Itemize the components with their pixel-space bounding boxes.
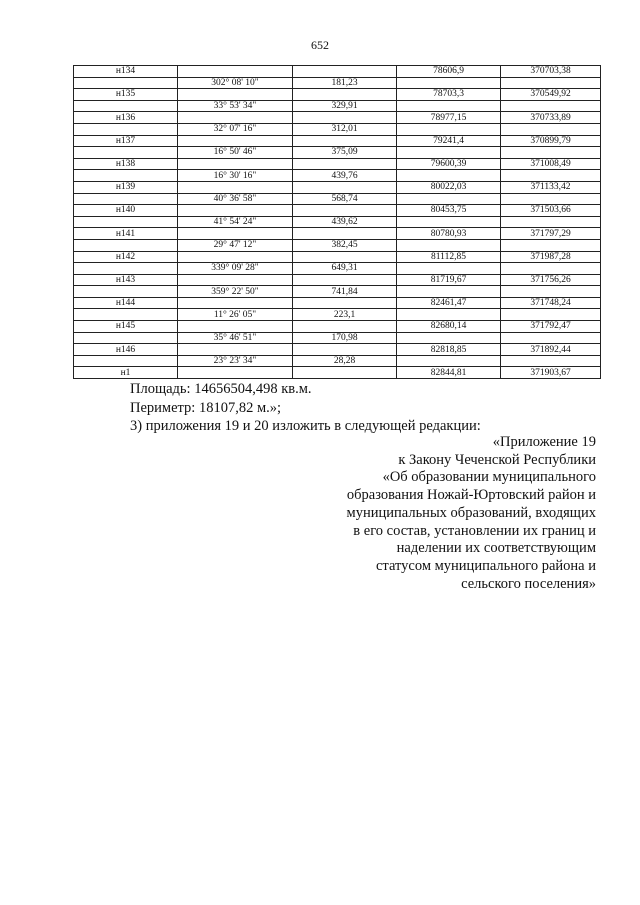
segment-row (74, 170, 601, 182)
angle-cell (178, 367, 293, 379)
distance-cell (293, 344, 397, 356)
distance-cell: 28,28 (293, 355, 397, 367)
point-name-cell (74, 355, 178, 367)
point-name-cell (74, 239, 178, 251)
x-coordinate-cell: 82818,85 (397, 344, 501, 356)
angle-cell: 16° 30' 16" (178, 170, 293, 182)
point-name-cell (74, 123, 178, 135)
angle-cell (178, 344, 293, 356)
appendix-header (276, 434, 596, 593)
appendix-line: статусом муниципального района и (376, 557, 596, 574)
point-name-cell: н137 (74, 135, 178, 147)
point-name-cell: н134 (74, 66, 178, 78)
angle-cell (178, 297, 293, 309)
point-row (74, 274, 601, 286)
distance-cell: 170,98 (293, 332, 397, 344)
y-coordinate-cell: 370733,89 (501, 112, 601, 124)
distance-cell: 329,91 (293, 100, 397, 112)
segment-row (74, 332, 601, 344)
angle-cell: 11° 26' 05" (178, 309, 293, 321)
area-perimeter-block (130, 380, 481, 436)
appendix-line: «Об образовании муниципального (382, 469, 596, 486)
x-coordinate-cell: 82680,14 (397, 321, 501, 333)
distance-cell: 223,1 (293, 309, 397, 321)
angle-cell (178, 181, 293, 193)
x-coordinate-cell: 79241,4 (397, 135, 501, 147)
segment-row (74, 193, 601, 205)
point-name-cell (74, 193, 178, 205)
y-coordinate-cell (501, 216, 601, 228)
point-row (74, 181, 601, 193)
angle-cell (178, 228, 293, 240)
point-row (74, 158, 601, 170)
point-name-cell (74, 216, 178, 228)
angle-cell (178, 274, 293, 286)
point-name-cell: н144 (74, 297, 178, 309)
y-coordinate-cell (501, 286, 601, 298)
x-coordinate-cell (397, 147, 501, 159)
y-coordinate-cell: 371748,24 (501, 297, 601, 309)
x-coordinate-cell: 80453,75 (397, 205, 501, 217)
distance-cell (293, 274, 397, 286)
point-name-cell (74, 100, 178, 112)
distance-cell: 181,23 (293, 77, 397, 89)
segment-row (74, 263, 601, 275)
appendix-line: наделении их соответствующим (396, 540, 596, 557)
perimeter-line: Периметр: 18107,82 м.»; (130, 399, 282, 416)
y-coordinate-cell (501, 100, 601, 112)
angle-cell (178, 205, 293, 217)
segment-row (74, 147, 601, 159)
x-coordinate-cell: 82461,47 (397, 297, 501, 309)
segment-row (74, 100, 601, 112)
coordinates-table-body (74, 66, 601, 379)
angle-cell (178, 112, 293, 124)
y-coordinate-cell: 371503,66 (501, 205, 601, 217)
angle-cell (178, 321, 293, 333)
x-coordinate-cell (397, 332, 501, 344)
appendix-line: в его состав, установлении их границ и (353, 522, 596, 539)
y-coordinate-cell: 370549,92 (501, 89, 601, 101)
point-row (74, 367, 601, 379)
y-coordinate-cell (501, 309, 601, 321)
x-coordinate-cell: 78977,15 (397, 112, 501, 124)
angle-cell: 29° 47' 12" (178, 239, 293, 251)
x-coordinate-cell (397, 309, 501, 321)
point-name-cell: н142 (74, 251, 178, 263)
angle-cell (178, 89, 293, 101)
y-coordinate-cell (501, 355, 601, 367)
distance-cell: 375,09 (293, 147, 397, 159)
distance-cell (293, 66, 397, 78)
x-coordinate-cell (397, 239, 501, 251)
y-coordinate-cell: 371892,44 (501, 344, 601, 356)
point-row (74, 251, 601, 263)
y-coordinate-cell (501, 147, 601, 159)
segment-row (74, 77, 601, 89)
point-name-cell (74, 170, 178, 182)
point-row (74, 344, 601, 356)
distance-cell (293, 158, 397, 170)
y-coordinate-cell: 370899,79 (501, 135, 601, 147)
x-coordinate-cell: 78703,3 (397, 89, 501, 101)
x-coordinate-cell (397, 170, 501, 182)
point-row (74, 321, 601, 333)
y-coordinate-cell: 370703,38 (501, 66, 601, 78)
appendix-line: «Приложение 19 (492, 434, 596, 450)
distance-cell (293, 135, 397, 147)
distance-cell (293, 297, 397, 309)
angle-cell: 33° 53' 34" (178, 100, 293, 112)
coordinates-table (73, 65, 601, 379)
x-coordinate-cell: 81112,85 (397, 251, 501, 263)
distance-cell (293, 89, 397, 101)
segment-row (74, 239, 601, 251)
y-coordinate-cell: 371792,47 (501, 321, 601, 333)
y-coordinate-cell (501, 123, 601, 135)
distance-cell (293, 181, 397, 193)
y-coordinate-cell: 371987,28 (501, 251, 601, 263)
y-coordinate-cell: 371133,42 (501, 181, 601, 193)
distance-cell: 439,76 (293, 170, 397, 182)
point-row (74, 66, 601, 78)
y-coordinate-cell (501, 239, 601, 251)
point-row (74, 205, 601, 217)
y-coordinate-cell: 371756,26 (501, 274, 601, 286)
point-name-cell: н136 (74, 112, 178, 124)
distance-cell (293, 321, 397, 333)
point-name-cell: н140 (74, 205, 178, 217)
point-name-cell (74, 147, 178, 159)
y-coordinate-cell (501, 263, 601, 275)
segment-row (74, 309, 601, 321)
distance-cell (293, 112, 397, 124)
point-name-cell (74, 263, 178, 275)
distance-cell (293, 367, 397, 379)
distance-cell: 741,84 (293, 286, 397, 298)
point-name-cell: н146 (74, 344, 178, 356)
distance-cell (293, 251, 397, 263)
point-name-cell: н141 (74, 228, 178, 240)
distance-cell: 439,62 (293, 216, 397, 228)
appendix-line: к Закону Чеченской Республики (398, 451, 596, 468)
angle-cell (178, 158, 293, 170)
point-row (74, 89, 601, 101)
y-coordinate-cell (501, 77, 601, 89)
angle-cell: 35° 46' 51" (178, 332, 293, 344)
point-name-cell: н143 (74, 274, 178, 286)
angle-cell: 302° 08' 10" (178, 77, 293, 89)
y-coordinate-cell (501, 170, 601, 182)
angle-cell: 41° 54' 24" (178, 216, 293, 228)
segment-row (74, 355, 601, 367)
appendix-line: сельского поселения» (461, 575, 596, 592)
point-name-cell: н145 (74, 321, 178, 333)
point-name-cell: н138 (74, 158, 178, 170)
x-coordinate-cell (397, 263, 501, 275)
x-coordinate-cell (397, 216, 501, 228)
y-coordinate-cell (501, 332, 601, 344)
distance-cell: 312,01 (293, 123, 397, 135)
point-row (74, 135, 601, 147)
x-coordinate-cell: 80780,93 (397, 228, 501, 240)
angle-cell: 339° 09' 28" (178, 263, 293, 275)
segment-row (74, 286, 601, 298)
y-coordinate-cell: 371903,67 (501, 367, 601, 379)
distance-cell: 649,31 (293, 263, 397, 275)
x-coordinate-cell (397, 100, 501, 112)
point-row (74, 228, 601, 240)
point-name-cell: н139 (74, 181, 178, 193)
distance-cell (293, 205, 397, 217)
x-coordinate-cell: 79600,39 (397, 158, 501, 170)
angle-cell: 40° 36' 58" (178, 193, 293, 205)
y-coordinate-cell (501, 193, 601, 205)
point-name-cell (74, 309, 178, 321)
x-coordinate-cell (397, 355, 501, 367)
page-number: 652 (311, 38, 329, 52)
x-coordinate-cell (397, 123, 501, 135)
x-coordinate-cell (397, 77, 501, 89)
angle-cell (178, 135, 293, 147)
point-name-cell: н135 (74, 89, 178, 101)
x-coordinate-cell: 80022,03 (397, 181, 501, 193)
angle-cell: 359° 22' 50" (178, 286, 293, 298)
x-coordinate-cell (397, 193, 501, 205)
angle-cell: 16° 50' 46" (178, 147, 293, 159)
point-name-cell (74, 286, 178, 298)
x-coordinate-cell: 82844,81 (397, 367, 501, 379)
distance-cell (293, 228, 397, 240)
segment-row (74, 216, 601, 228)
amendment-line: 3) приложения 19 и 20 изложить в следующей редакции: (130, 418, 481, 434)
point-name-cell (74, 332, 178, 344)
angle-cell (178, 66, 293, 78)
distance-cell: 568,74 (293, 193, 397, 205)
x-coordinate-cell: 81719,67 (397, 274, 501, 286)
angle-cell (178, 251, 293, 263)
appendix-line: образования Ножай-Юртовский район и (346, 487, 596, 504)
y-coordinate-cell: 371008,49 (501, 158, 601, 170)
angle-cell: 23° 23' 34" (178, 355, 293, 367)
segment-row (74, 123, 601, 135)
appendix-line: муниципальных образований, входящих (346, 504, 596, 521)
y-coordinate-cell: 371797,29 (501, 228, 601, 240)
angle-cell: 32° 07' 16" (178, 123, 293, 135)
x-coordinate-cell: 78606,9 (397, 66, 501, 78)
distance-cell: 382,45 (293, 239, 397, 251)
point-row (74, 112, 601, 124)
point-row (74, 297, 601, 309)
point-name-cell (74, 77, 178, 89)
point-name-cell: н1 (74, 367, 178, 379)
x-coordinate-cell (397, 286, 501, 298)
area-line: Площадь: 14656504,498 кв.м. (130, 381, 312, 397)
